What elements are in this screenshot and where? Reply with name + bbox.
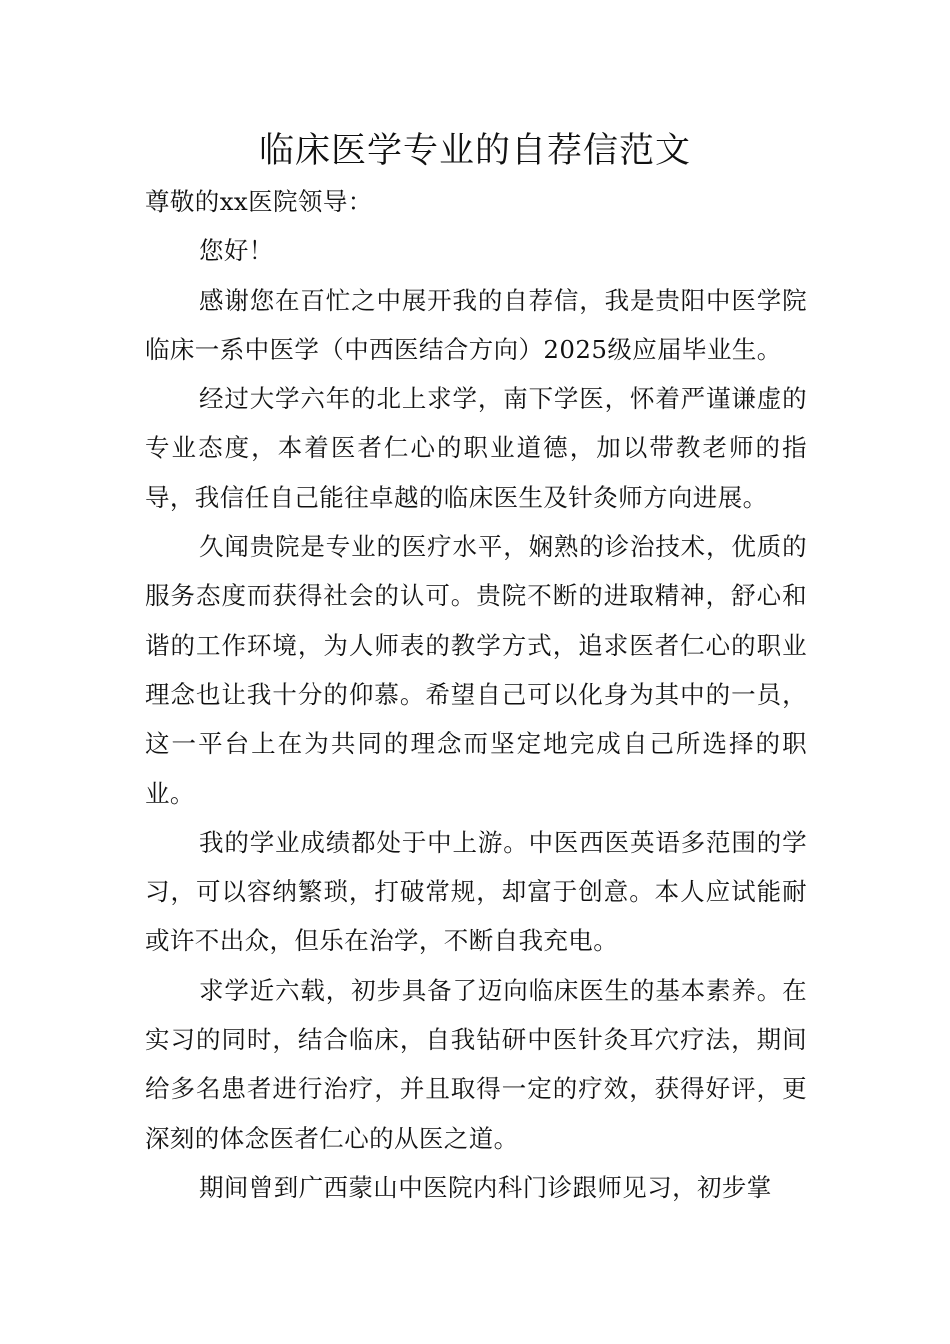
- paragraph-practice: 求学近六载，初步具备了迈向临床医生的基本素养。在实习的同时，结合临床，自我钻研中医针灸耳穴疗法，期间给多名患者进行治疗，并且取得一定的疗效，获得好评，更深刻的体念医者仁心的从医之道。: [145, 975, 807, 1153]
- paragraph-hospital: 久闻贵院是专业的医疗水平，娴熟的诊治技术，优质的服务态度而获得社会的认可。贵院不断的进取精神，舒心和谐的工作环境，为人师表的教学方式，追求医者仁心的职业理念也让我十分的仰慕。希望自己可以化身为其中的一员，这一平台上在为共同的理念而坚定地完成自己所选择的职业。: [145, 532, 807, 808]
- paragraph-academics: 我的学业成绩都处于中上游。中医西医英语多范围的学习，可以容纳繁琐，打破常规，却富于创意。本人应试能耐或许不出众，但乐在治学，不断自我充电。: [145, 827, 807, 956]
- document-title: 临床医学专业的自荐信范文: [258, 131, 691, 171]
- paragraph-internship: 期间曾到广西蒙山中医院内科门诊跟师见习，初步掌: [199, 1172, 772, 1202]
- paragraph-greeting: 您好！: [199, 236, 274, 266]
- letter-body: [145, 177, 807, 1212]
- paragraph-intro: 感谢您在百忙之中展开我的自荐信，我是贵阳中医学院临床一系中医学（中西医结合方向）2025级应届毕业生。: [145, 285, 807, 364]
- paragraph-study: 经过大学六年的北上求学，南下学医，怀着严谨谦虚的专业态度，本着医者仁心的职业道德，加以带教老师的指导，我信任自己能往卓越的临床医生及针灸师方向进展。: [145, 384, 807, 512]
- salutation: 尊敬的xx医院领导：: [145, 187, 373, 216]
